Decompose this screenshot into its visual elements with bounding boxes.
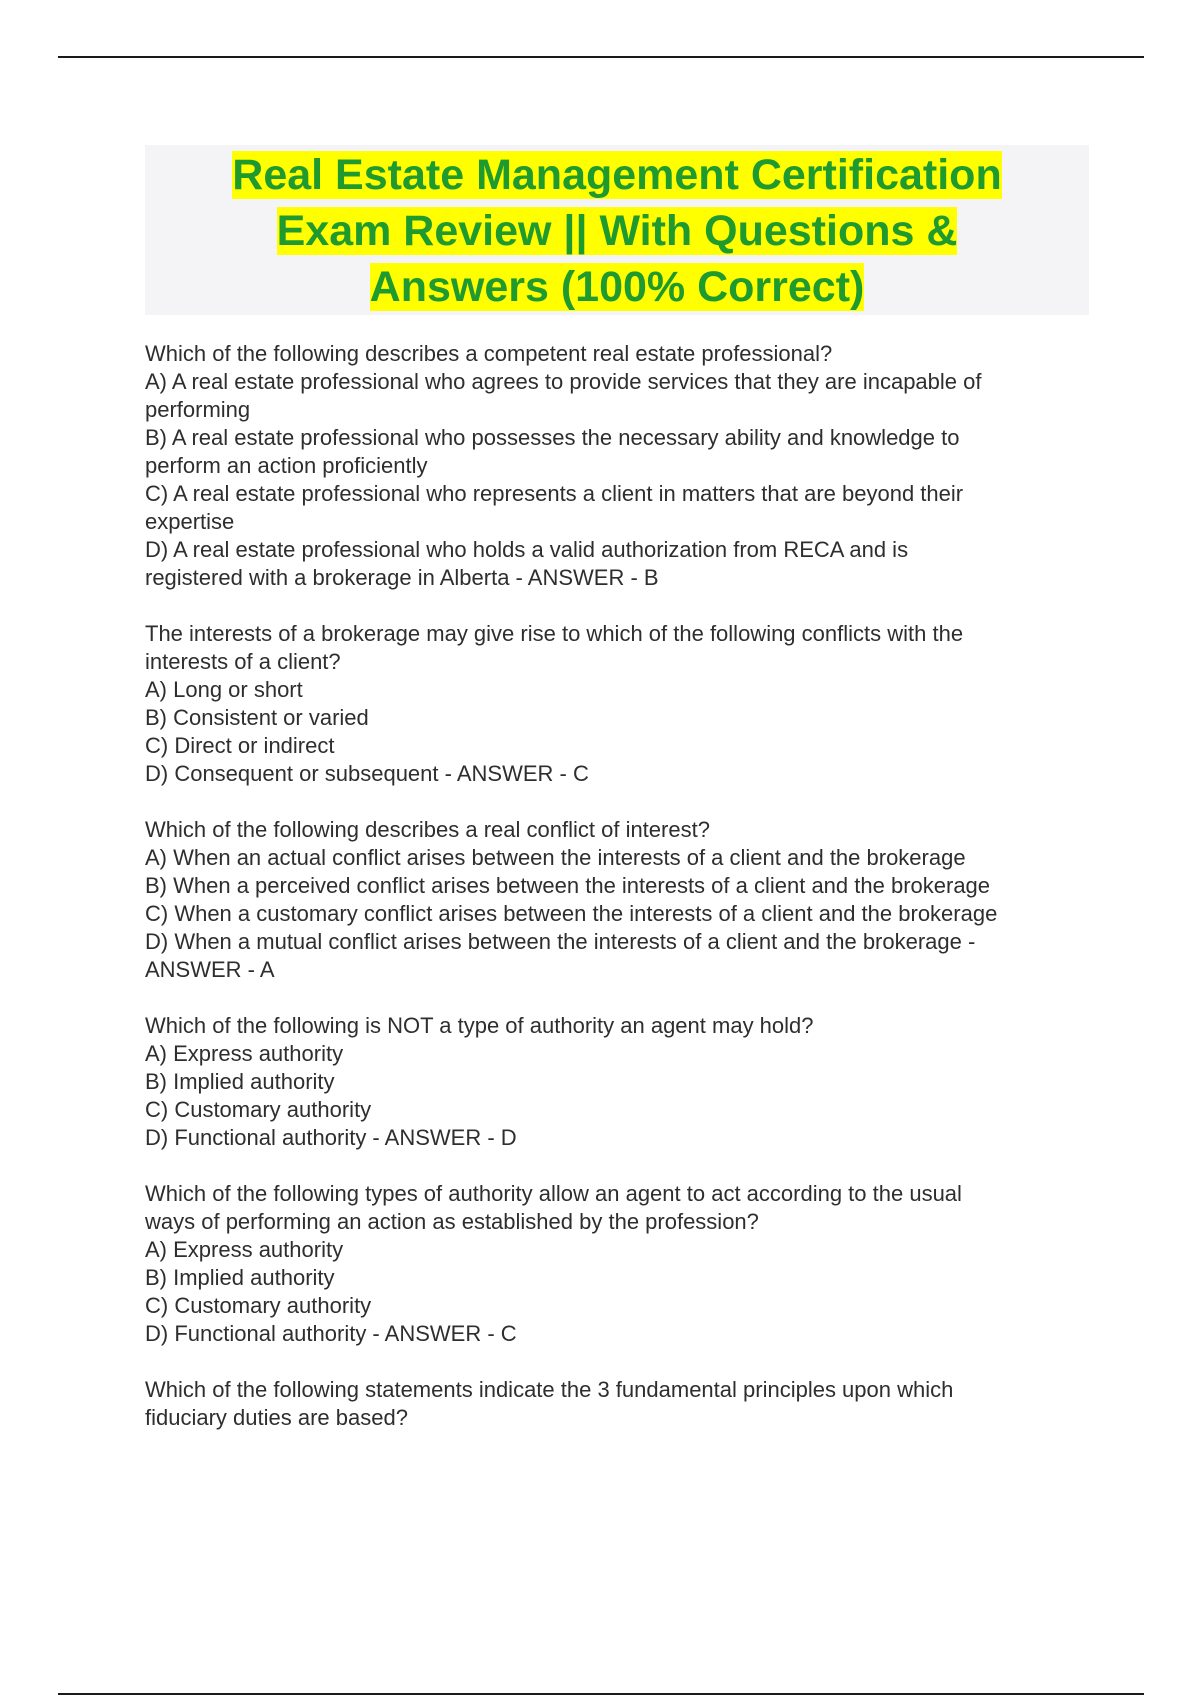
- question-2: [145, 620, 1105, 788]
- bottom-rule: [58, 1693, 1144, 1695]
- question-line: A) When an actual conflict arises between the interests of a client and the brokerage: [145, 845, 966, 870]
- title-line-2: Exam Review || With Questions &: [276, 207, 958, 255]
- question-line: Which of the following statements indicate the 3 fundamental principles upon which: [145, 1377, 954, 1402]
- question-line: D) When a mutual conflict arises between the interests of a client and the brokerage -: [145, 929, 976, 954]
- title-line-3: Answers (100% Correct): [369, 263, 865, 311]
- question-6: [145, 1376, 1105, 1432]
- question-line: Which of the following describes a real conflict of interest?: [145, 817, 710, 842]
- question-line: C) Direct or indirect: [145, 733, 335, 758]
- question-3: [145, 816, 1105, 984]
- title-line-1: Real Estate Management Certification: [232, 151, 1002, 199]
- question-line: D) Functional authority - ANSWER - D: [145, 1125, 517, 1150]
- question-4: [145, 1012, 1105, 1152]
- question-line: Which of the following types of authority allow an agent to act according to the usual: [145, 1181, 962, 1206]
- question-1: [145, 340, 1105, 592]
- question-line: The interests of a brokerage may give rise to which of the following conflicts with the: [145, 621, 964, 646]
- question-line: A) A real estate professional who agrees to provide services that they are incapable of: [145, 369, 982, 394]
- question-line: B) Implied authority: [145, 1265, 335, 1290]
- question-line: C) Customary authority: [145, 1293, 372, 1318]
- question-line: ways of performing an action as established by the profession?: [145, 1209, 759, 1234]
- question-line: Which of the following describes a competent real estate professional?: [145, 341, 833, 366]
- question-line: C) A real estate professional who represents a client in matters that are beyond their: [145, 481, 964, 506]
- question-line: D) Functional authority - ANSWER - C: [145, 1321, 517, 1346]
- question-list: [145, 340, 1105, 1460]
- question-line: registered with a brokerage in Alberta - ANSWER - B: [145, 565, 659, 590]
- question-line: Which of the following is NOT a type of authority an agent may hold?: [145, 1013, 814, 1038]
- question-line: D) Consequent or subsequent - ANSWER - C: [145, 761, 589, 786]
- question-line: expertise: [145, 509, 235, 534]
- question-line: C) Customary authority: [145, 1097, 372, 1122]
- question-line: B) Consistent or varied: [145, 705, 369, 730]
- title-block: [145, 145, 1089, 315]
- question-line: A) Express authority: [145, 1041, 344, 1066]
- question-line: interests of a client?: [145, 649, 341, 674]
- question-line: ANSWER - A: [145, 957, 275, 982]
- question-line: A) Express authority: [145, 1237, 344, 1262]
- question-line: performing: [145, 397, 251, 422]
- question-line: perform an action proficiently: [145, 453, 428, 478]
- question-line: D) A real estate professional who holds a valid authorization from RECA and is: [145, 537, 909, 562]
- top-rule: [58, 56, 1144, 58]
- question-line: B) When a perceived conflict arises between the interests of a client and the brokerage: [145, 873, 991, 898]
- question-line: C) When a customary conflict arises between the interests of a client and the brokerage: [145, 901, 998, 926]
- question-5: [145, 1180, 1105, 1348]
- question-line: B) A real estate professional who possesses the necessary ability and knowledge to: [145, 425, 960, 450]
- question-line: fiduciary duties are based?: [145, 1405, 408, 1430]
- question-line: B) Implied authority: [145, 1069, 335, 1094]
- question-line: A) Long or short: [145, 677, 303, 702]
